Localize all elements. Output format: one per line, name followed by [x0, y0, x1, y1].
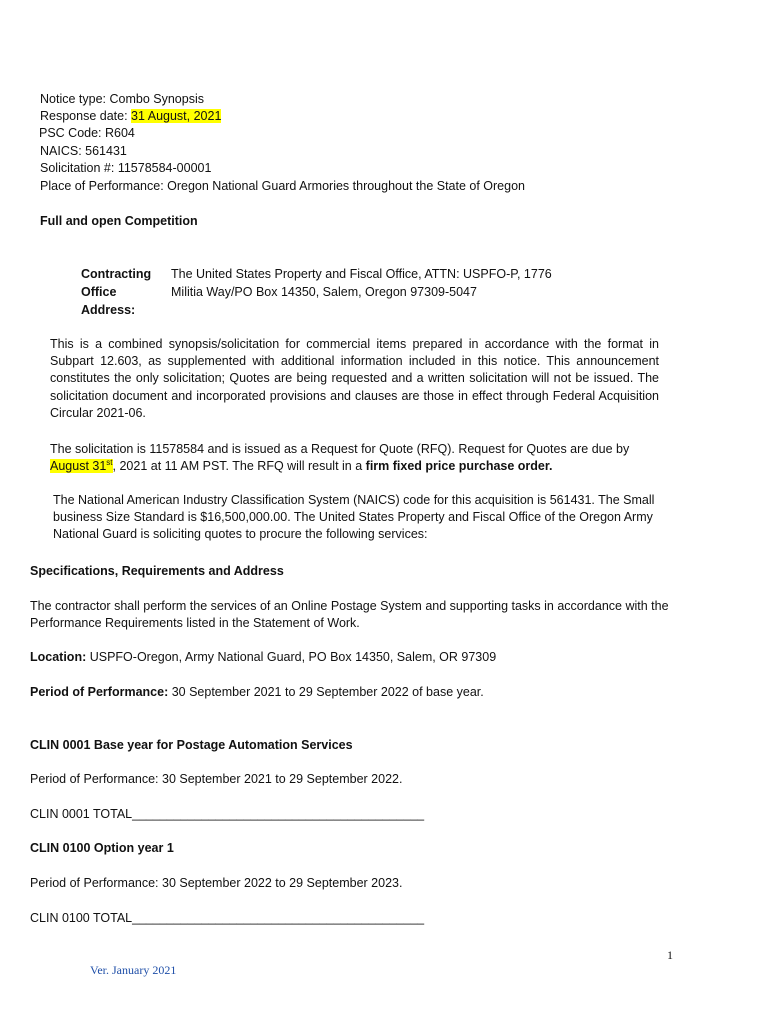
rfq-due-date	[50, 459, 113, 473]
rfq-paragraph	[50, 441, 665, 475]
clin-0001-total: CLIN 0001 TOTAL__________________________________________	[30, 807, 425, 821]
rfq-rest: , 2021 at 11 AM PST. The RFQ will result in a	[112, 459, 366, 474]
naics-code: NAICS: 561431	[40, 144, 127, 158]
clin-0001-period: Period of Performance: 30 September 2021 to 29 September 2022.	[30, 772, 403, 786]
response-date	[40, 108, 221, 125]
period-of-performance	[30, 684, 484, 701]
pop-value: 30 September 2021 to 29 September 2022 of base year.	[168, 685, 484, 699]
place-of-performance: Place of Performance: Oregon National Guard Armories throughout the State of Oregon	[40, 179, 525, 193]
response-date-label: Response date:	[40, 109, 132, 123]
psc-code: PSC Code: R604	[39, 126, 135, 140]
rfq-intro: The solicitation is 11578584 and is issued as a Request for Quote (RFQ). Request for Quotes are due by	[50, 442, 630, 456]
rfq-contract-type: firm fixed price purchase order.	[365, 459, 553, 474]
location	[30, 649, 496, 666]
contracting-office-label: Contracting Office Address:	[81, 267, 152, 317]
version-footer: Ver. January 2021	[90, 963, 177, 977]
location-label: Location:	[30, 650, 87, 664]
naics-paragraph: The National American Industry Classification System (NAICS) code for this acquisition is 561431. The Small business Size Standard is $16,500,000.00. The United States Property and Fiscal Office of the Oregon Army National Guard is soliciting quotes to procure the following services:	[53, 493, 655, 542]
location-value: USPFO-Oregon, Army National Guard, PO Box 14350, Salem, OR 97309	[86, 650, 497, 664]
clin-0100-heading: CLIN 0100 Option year 1	[30, 841, 174, 855]
clin-0001-heading: CLIN 0001 Base year for Postage Automation Services	[30, 738, 353, 752]
synopsis-paragraph: This is a combined synopsis/solicitation for commercial items prepared in accordance with the format in Subpart 12.603, as supplemented with additional information included in this notice. This announcement constitutes the only solicitation; Quotes are being requested and a written solicitation will not be issued. The solicitation document and incorporated provisions and clauses are those in effect through Federal Acquisition Circular 2021-06.	[50, 337, 659, 420]
rfq-due-date-suffix: st	[106, 458, 113, 468]
clin-0100-total: CLIN 0100 TOTAL__________________________________________	[30, 911, 425, 925]
page-number: 1	[667, 948, 673, 962]
specs-description: The contractor shall perform the services of an Online Postage System and supporting tasks in accordance with the Performance Requirements listed in the Statement of Work.	[30, 599, 669, 631]
pop-label: Period of Performance:	[30, 685, 169, 699]
competition-type: Full and open Competition	[40, 214, 198, 228]
solicitation-number: Solicitation #: 11578584-00001	[40, 161, 212, 175]
rfq-due-date-text: August 31	[50, 459, 107, 474]
clin-0100-period: Period of Performance: 30 September 2022 to 29 September 2023.	[30, 876, 403, 890]
contracting-office-address: The United States Property and Fiscal Office, ATTN: USPFO-P, 1776 Militia Way/PO Box 14350, Salem, Oregon 97309-5047	[171, 267, 552, 299]
response-date-value: 31 August, 2021	[131, 109, 222, 123]
specs-heading: Specifications, Requirements and Address	[30, 564, 284, 578]
notice-type: Notice type: Combo Synopsis	[40, 92, 204, 106]
